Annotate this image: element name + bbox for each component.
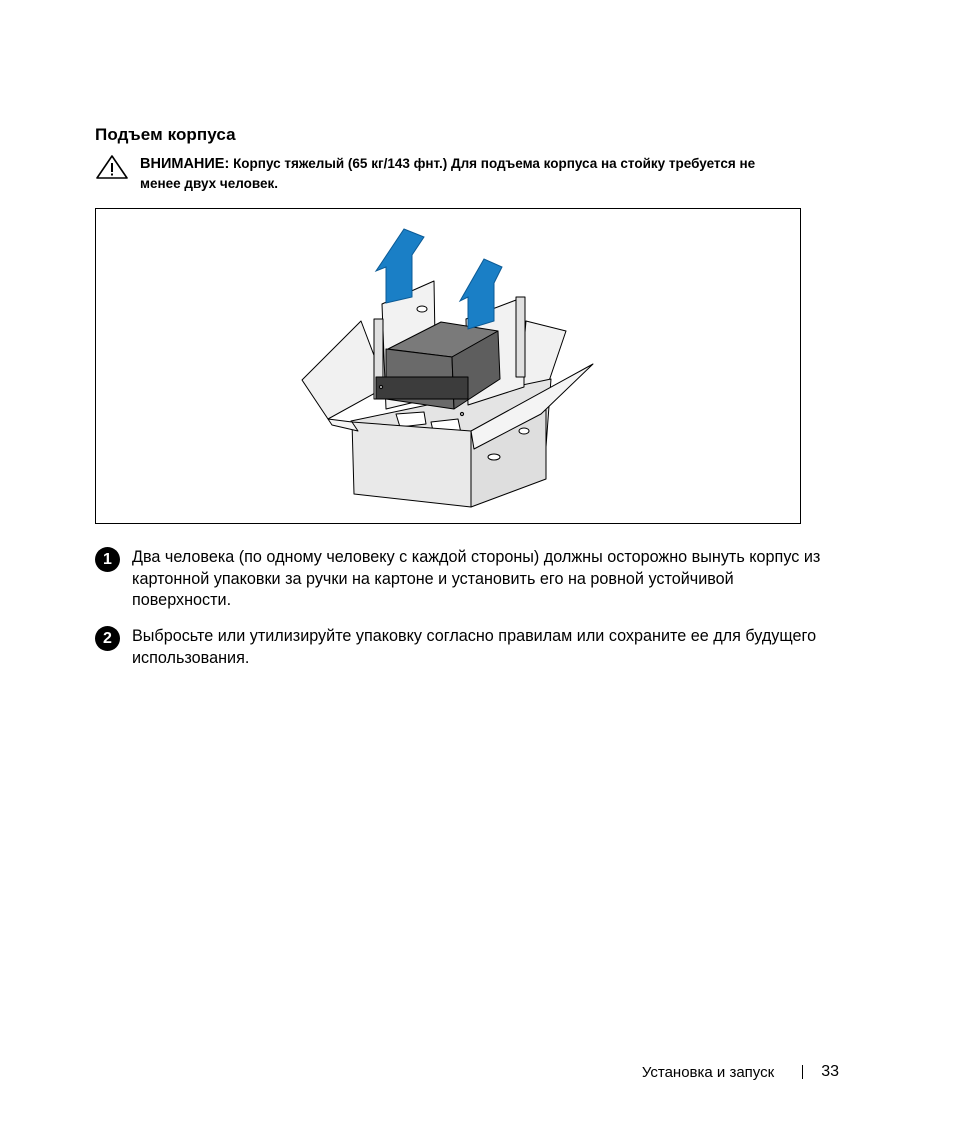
step-2 bbox=[95, 626, 835, 669]
footer-divider bbox=[802, 1065, 803, 1079]
page-footer bbox=[642, 1063, 839, 1081]
warning-label: ВНИМАНИЕ: bbox=[140, 156, 230, 172]
warning-notice bbox=[95, 154, 795, 194]
page-number: 33 bbox=[821, 1063, 839, 1080]
section-heading: Подъем корпуса bbox=[95, 125, 236, 144]
step-1 bbox=[95, 547, 835, 612]
unpacking-illustration bbox=[95, 208, 801, 524]
step-number-badge: 2 bbox=[95, 626, 120, 651]
carton-right-back-flap bbox=[520, 321, 566, 389]
carton-lift-drawing bbox=[96, 209, 802, 525]
carton-front-wall bbox=[352, 422, 471, 507]
step-number-badge: 1 bbox=[95, 547, 120, 572]
step-text: Выбросьте или утилизируйте упаковку согласно правилам или сохраните ее для будущего использования. bbox=[132, 627, 817, 667]
footer-section-title: Установка и запуск bbox=[641, 1063, 775, 1081]
warning-body: Корпус тяжелый (65 кг/143 фнт.) Для подъема корпуса на стойку требуется не менее двух человек. bbox=[140, 156, 756, 191]
carton-left-flap bbox=[302, 321, 386, 419]
warning-triangle-icon bbox=[95, 154, 129, 180]
warning-text bbox=[140, 154, 795, 194]
step-text: Два человека (по одному человеку с каждой стороны) должны осторожно вынуть корпус из картонной упаковки за ручки на картоне и установить его на ровной устойчивой поверхности. bbox=[132, 548, 821, 609]
